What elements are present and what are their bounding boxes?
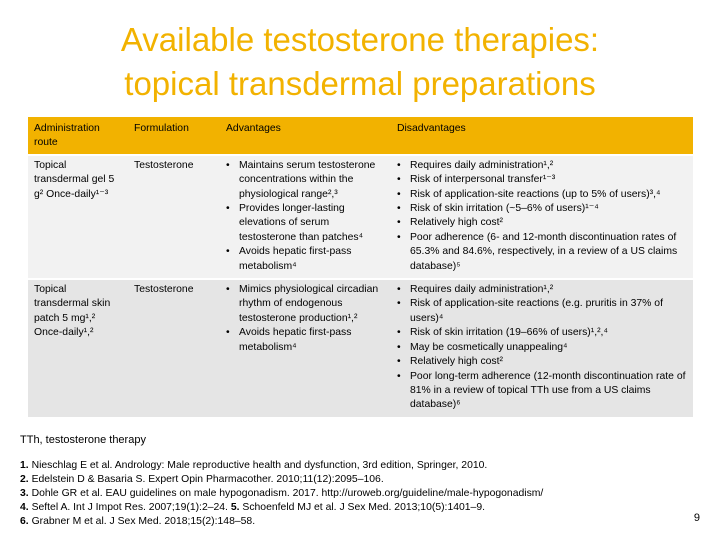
reference-text: Grabner M et al. J Sex Med. 2018;15(2):148–58. bbox=[31, 516, 256, 527]
advantages-cell bbox=[220, 155, 391, 279]
header-disadvantages: Disadvantages bbox=[391, 117, 693, 155]
disadvantage-item: • May be cosmetically unappealing⁴ bbox=[397, 341, 689, 355]
advantage-item: • Avoids hepatic first-pass metabolism⁴ bbox=[226, 326, 387, 355]
abbreviation-note: TTh, testosterone therapy bbox=[20, 434, 146, 446]
slide-title-line-1: Available testosterone therapies: bbox=[120, 21, 600, 58]
advantage-item: • Provides longer-lasting elevations of serum testosterone than patches⁴ bbox=[226, 202, 387, 245]
reference-text: Seftel A. Int J Impot Res. 2007;19(1):2–24. bbox=[31, 502, 231, 513]
route-cell: Topical transdermal gel 5 g² Once-daily¹⁻³ bbox=[28, 155, 128, 279]
slide-title bbox=[0, 18, 720, 106]
reference-item bbox=[20, 515, 543, 529]
advantage-item: • Mimics physiological circadian rhythm of endogenous testosterone production¹,² bbox=[226, 283, 387, 326]
disadvantage-item: • Risk of application-site reactions (up to 5% of users)³,⁴ bbox=[397, 188, 689, 202]
disadvantage-item: • Poor adherence (6- and 12-month discontinuation rates of 65.3% and 84.6%, respectively, in a review of a US claims database)⁵ bbox=[397, 231, 689, 274]
disadvantage-item: • Relatively high cost² bbox=[397, 216, 689, 230]
route-cell: Topical transdermal skin patch 5 mg¹,² Once-daily¹,² bbox=[28, 279, 128, 417]
references bbox=[20, 459, 543, 529]
reference-item bbox=[20, 459, 543, 473]
header-advantages: Advantages bbox=[220, 117, 391, 155]
disadvantage-item: • Relatively high cost² bbox=[397, 355, 689, 369]
advantages-cell bbox=[220, 279, 391, 417]
reference-text: Nieschlag E et al. Andrology: Male reproductive health and dysfunction, 3rd edition, Springer, 2010. bbox=[31, 460, 488, 471]
table-row bbox=[28, 279, 693, 417]
table-header-row bbox=[28, 117, 693, 155]
reference-item bbox=[20, 487, 543, 501]
disadvantages-cell bbox=[391, 279, 693, 417]
formulation-cell: Testosterone bbox=[128, 155, 220, 279]
page-number: 9 bbox=[693, 512, 700, 524]
disadvantage-item: • Requires daily administration¹,² bbox=[397, 159, 689, 173]
header-formulation: Formulation bbox=[128, 117, 220, 155]
reference-number: 4. bbox=[20, 502, 29, 513]
reference-item bbox=[20, 473, 543, 487]
table-row bbox=[28, 155, 693, 279]
reference-number: 3. bbox=[20, 488, 29, 499]
disadvantage-item: • Risk of interpersonal transfer¹⁻³ bbox=[397, 173, 689, 187]
header-route: Administration route bbox=[28, 117, 128, 155]
disadvantage-item: • Risk of application-site reactions (e.g. pruritis in 37% of users)⁴ bbox=[397, 297, 689, 326]
reference-text: Edelstein D & Basaria S. Expert Opin Pharmacother. 2010;11(12):2095–106. bbox=[31, 474, 384, 485]
reference-text: Schoenfeld MJ et al. J Sex Med. 2013;10(5):1401–9. bbox=[242, 502, 486, 513]
reference-number: 2. bbox=[20, 474, 29, 485]
disadvantage-item: • Poor long-term adherence (12-month discontinuation rate of 81% in a review of topical TTh use from a US claims database)⁶ bbox=[397, 370, 689, 413]
disadvantages-cell bbox=[391, 155, 693, 279]
disadvantage-item: • Risk of skin irritation (~5–6% of users)¹⁻⁴ bbox=[397, 202, 689, 216]
reference-number: 5. bbox=[230, 502, 240, 513]
disadvantage-item: • Risk of skin irritation (19–66% of users)¹,²,⁴ bbox=[397, 326, 689, 340]
reference-item bbox=[20, 501, 543, 515]
advantage-item: • Maintains serum testosterone concentrations within the physiological range²,³ bbox=[226, 159, 387, 202]
reference-number: 1. bbox=[20, 460, 29, 471]
reference-text: Dohle GR et al. EAU guidelines on male hypogonadism. 2017. http://uroweb.org/guideline/male-hypogonadism/ bbox=[31, 488, 544, 499]
slide-title-line-2: topical transdermal preparations bbox=[124, 65, 596, 102]
disadvantage-item: • Requires daily administration¹,² bbox=[397, 283, 689, 297]
reference-number: 6. bbox=[20, 516, 29, 527]
formulation-cell: Testosterone bbox=[128, 279, 220, 417]
advantage-item: • Avoids hepatic first-pass metabolism⁴ bbox=[226, 245, 387, 274]
therapy-table bbox=[28, 117, 693, 417]
